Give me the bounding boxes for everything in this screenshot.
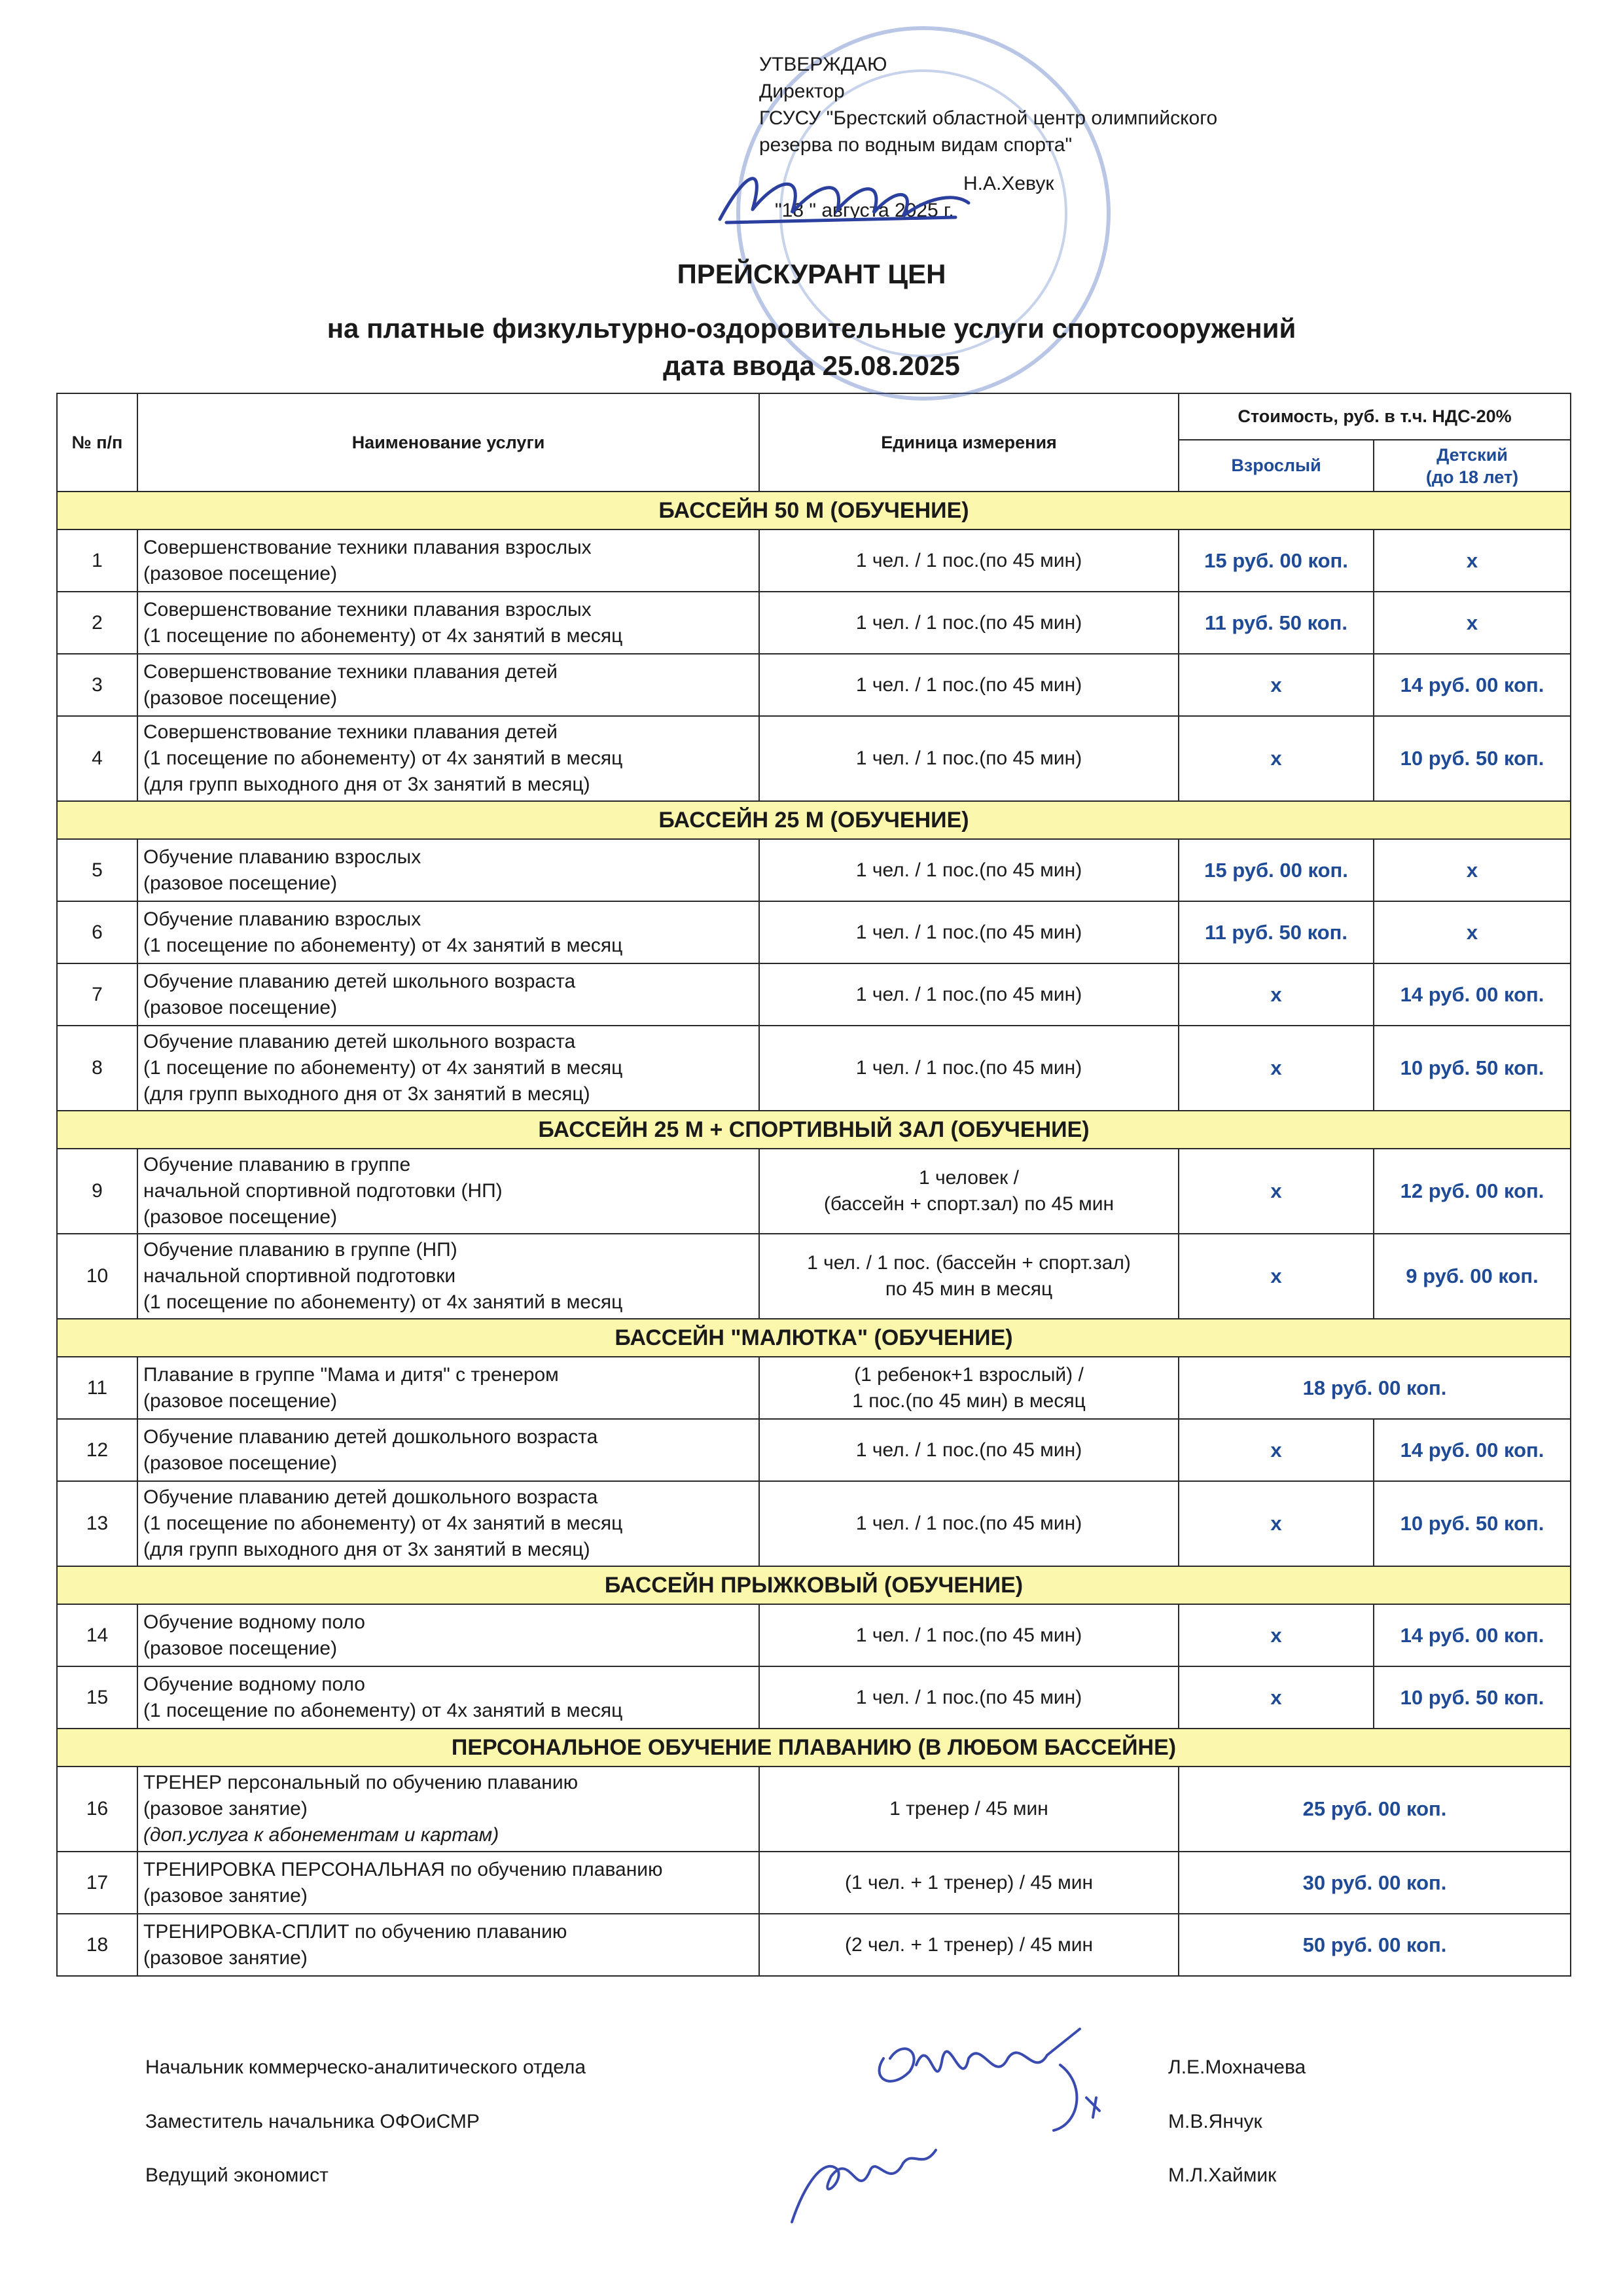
service-name-line: (1 посещение по абонементу) от 4х занятий в месяц: [143, 1699, 623, 1721]
table-row: [57, 1914, 1571, 1976]
unit-line: 1 чел. / 1 пос.(по 45 мин): [855, 1057, 1082, 1079]
table-row: [57, 1026, 1571, 1111]
unit-of-measure: [759, 1481, 1179, 1566]
approval-line: резерва по водным видам спорта": [759, 134, 1073, 156]
price-adult: х: [1179, 1666, 1374, 1729]
price-adult: х: [1179, 716, 1374, 801]
unit-line: 1 человек /: [919, 1167, 1019, 1189]
service-name-line: ТРЕНИРОВКА ПЕРСОНАЛЬНАЯ по обучению плаванию: [143, 1858, 663, 1880]
approval-date: "18 " августа 2025 г.: [775, 200, 954, 221]
price-child: 9 руб. 00 коп.: [1374, 1234, 1571, 1319]
header-name: Наименование услуги: [137, 393, 759, 492]
service-name-line: Обучение плаванию в группе: [143, 1154, 411, 1175]
unit-line: 1 чел. / 1 пос.(по 45 мин): [855, 1439, 1082, 1461]
unit-of-measure: [759, 1357, 1179, 1419]
signature-position: Заместитель начальника ОФОиСМР: [145, 2111, 480, 2132]
unit-of-measure: [759, 529, 1179, 592]
service-name: [137, 1149, 759, 1234]
service-name: [137, 963, 759, 1026]
table-row: [57, 839, 1571, 901]
service-name-line: (разовое посещение): [143, 687, 338, 709]
table-row: [57, 1481, 1571, 1566]
unit-of-measure: [759, 1767, 1179, 1852]
table-row: [57, 1234, 1571, 1319]
table-row: [57, 1149, 1571, 1234]
service-name-line: Обучение плаванию детей дошкольного возраста: [143, 1486, 598, 1508]
table-row: [57, 1666, 1571, 1729]
service-name-line: (разовое посещение): [143, 996, 338, 1018]
table-row: [57, 1419, 1571, 1481]
price-table: [56, 393, 1571, 1977]
service-name-line: (разовое занятие): [143, 1798, 308, 1820]
service-name-line: (для групп выходного дня от 3х занятий в месяц): [143, 1083, 590, 1105]
header-child: [1374, 440, 1571, 492]
service-name-line: (разовое занятие): [143, 1884, 308, 1907]
service-name-line: (разовое посещение): [143, 562, 338, 584]
unit-line: 1 чел. / 1 пос.(по 45 мин): [855, 983, 1082, 1005]
unit-of-measure: [759, 1914, 1179, 1976]
price-merged: 50 руб. 00 коп.: [1179, 1914, 1571, 1976]
row-number: 2: [57, 592, 137, 654]
service-name: [137, 1419, 759, 1481]
service-name-line: (разовое посещение): [143, 872, 338, 894]
service-name: [137, 1604, 759, 1666]
unit-of-measure: [759, 839, 1179, 901]
unit-line: (2 чел. + 1 тренер) / 45 мин: [844, 1933, 1094, 1956]
section-header-row: [57, 1566, 1571, 1604]
service-name: [137, 839, 759, 901]
row-number: 6: [57, 901, 137, 963]
row-number: 16: [57, 1767, 137, 1852]
unit-of-measure: [759, 592, 1179, 654]
unit-line: 1 чел. / 1 пос. (бассейн + спорт.зал): [807, 1252, 1131, 1274]
unit-line: по 45 мин в месяц: [885, 1278, 1053, 1300]
unit-line: 1 чел. / 1 пос.(по 45 мин): [855, 1624, 1082, 1646]
unit-line: 1 чел. / 1 пос.(по 45 мин): [855, 921, 1082, 943]
service-name: [137, 654, 759, 716]
header-num: № п/п: [57, 393, 137, 492]
approval-signer: Н.А.Хевук: [963, 173, 1054, 194]
service-name-line: Обучение плаванию детей дошкольного возраста: [143, 1426, 598, 1448]
approval-line: Директор: [759, 81, 845, 102]
service-name: [137, 592, 759, 654]
table-row: [57, 716, 1571, 801]
unit-of-measure: [759, 1234, 1179, 1319]
service-name: [137, 529, 759, 592]
unit-line: 1 чел. / 1 пос.(по 45 мин): [855, 611, 1082, 634]
service-name-line: (1 посещение по абонементу) от 4х занятий в месяц: [143, 1513, 623, 1534]
row-number: 13: [57, 1481, 137, 1566]
row-number: 17: [57, 1852, 137, 1914]
service-name-line: Обучение плаванию взрослых: [143, 908, 421, 930]
unit-of-measure: [759, 1419, 1179, 1481]
signature-name: М.Л.Хаймик: [1168, 2164, 1277, 2186]
table-row: [57, 901, 1571, 963]
row-number: 18: [57, 1914, 137, 1976]
row-number: 8: [57, 1026, 137, 1111]
unit-line: (бассейн + спорт.зал) по 45 мин: [823, 1193, 1115, 1215]
unit-line: 1 тренер / 45 мин: [889, 1798, 1048, 1820]
document-subtitle: на платные физкультурно-оздоровительные услуги спортсооружений: [327, 313, 1296, 344]
price-adult: х: [1179, 654, 1374, 716]
price-merged: 18 руб. 00 коп.: [1179, 1357, 1571, 1419]
table-row: [57, 592, 1571, 654]
price-child: 10 руб. 50 коп.: [1374, 1026, 1571, 1111]
section-header-row: [57, 1319, 1571, 1357]
unit-line: 1 пос.(по 45 мин) в месяц: [852, 1390, 1086, 1412]
service-name-line: ТРЕНЕР персональный по обучению плаванию: [143, 1772, 579, 1793]
document-title: ПРЕЙСКУРАНТ ЦЕН: [677, 259, 946, 289]
row-number: 10: [57, 1234, 137, 1319]
price-child: х: [1374, 901, 1571, 963]
header-child-label: Детский: [1436, 444, 1508, 465]
service-name-line: (1 посещение по абонементу) от 4х занятий в месяц: [143, 624, 623, 647]
unit-line: 1 чел. / 1 пос.(по 45 мин): [855, 747, 1082, 769]
price-child: 14 руб. 00 коп.: [1374, 654, 1571, 716]
section-title: БАССЕЙН 25 М + СПОРТИВНЫЙ ЗАЛ (ОБУЧЕНИЕ): [57, 1111, 1571, 1149]
service-name: [137, 1852, 759, 1914]
row-number: 5: [57, 839, 137, 901]
section-header-row: [57, 492, 1571, 529]
unit-of-measure: [759, 901, 1179, 963]
row-number: 7: [57, 963, 137, 1026]
service-name: [137, 1914, 759, 1976]
service-name-line: (1 посещение по абонементу) от 4х занятий в месяц: [143, 1057, 623, 1079]
service-name-line: (для групп выходного дня от 3х занятий в месяц): [143, 1539, 590, 1560]
signature-name: Л.Е.Мохначева: [1168, 2056, 1306, 2078]
row-number: 4: [57, 716, 137, 801]
unit-line: 1 чел. / 1 пос.(по 45 мин): [855, 1686, 1082, 1708]
unit-line: (1 чел. + 1 тренер) / 45 мин: [844, 1871, 1094, 1893]
price-child: 14 руб. 00 коп.: [1374, 1604, 1571, 1666]
service-name-line: Совершенствование техники плавания детей: [143, 660, 558, 683]
signature-position: Начальник коммерческо-аналитического отдела: [145, 2056, 586, 2078]
service-name-line: (1 посещение по абонементу) от 4х занятий в месяц: [143, 1291, 623, 1313]
header-adult: Взрослый: [1179, 440, 1374, 492]
row-number: 1: [57, 529, 137, 592]
approval-line: УТВЕРЖДАЮ: [759, 54, 887, 75]
unit-line: 1 чел. / 1 пос.(по 45 мин): [855, 673, 1082, 696]
service-name: [137, 1026, 759, 1111]
service-name-line: Совершенствование техники плавания взрослых: [143, 598, 592, 620]
table-row: [57, 1767, 1571, 1852]
row-number: 14: [57, 1604, 137, 1666]
price-child: 12 руб. 00 коп.: [1374, 1149, 1571, 1234]
row-number: 15: [57, 1666, 137, 1729]
service-name-line: Совершенствование техники плавания детей: [143, 721, 558, 743]
price-adult: х: [1179, 1026, 1374, 1111]
service-name-line: Обучение плаванию в группе (НП): [143, 1239, 457, 1261]
row-number: 3: [57, 654, 137, 716]
row-number: 9: [57, 1149, 137, 1234]
unit-of-measure: [759, 1666, 1179, 1729]
service-name-line: (для групп выходного дня от 3х занятий в месяц): [143, 774, 590, 795]
section-title: БАССЕЙН ПРЫЖКОВЫЙ (ОБУЧЕНИЕ): [57, 1566, 1571, 1604]
price-adult: х: [1179, 963, 1374, 1026]
price-adult: 15 руб. 00 коп.: [1179, 839, 1374, 901]
unit-of-measure: [759, 963, 1179, 1026]
service-name: [137, 716, 759, 801]
price-adult: х: [1179, 1419, 1374, 1481]
unit-of-measure: [759, 1149, 1179, 1234]
unit-of-measure: [759, 1852, 1179, 1914]
service-name-line: ТРЕНИРОВКА-СПЛИТ по обучению плаванию: [143, 1920, 567, 1943]
director-signature: [707, 157, 982, 236]
service-name-line: (доп.услуга к абонементам и картам): [143, 1824, 499, 1846]
service-name: [137, 1234, 759, 1319]
row-number: 12: [57, 1419, 137, 1481]
service-name-line: Обучение плаванию взрослых: [143, 846, 421, 868]
table-row: [57, 654, 1571, 716]
price-table-body: [57, 492, 1571, 1976]
service-name-line: (разовое посещение): [143, 1452, 338, 1474]
service-name-line: (разовое посещение): [143, 1390, 338, 1412]
header-unit: Единица измерения: [759, 393, 1179, 492]
unit-of-measure: [759, 716, 1179, 801]
unit-line: 1 чел. / 1 пос.(по 45 мин): [855, 1513, 1082, 1534]
section-header-row: [57, 1111, 1571, 1149]
header-cost: Стоимость, руб. в т.ч. НДС-20%: [1179, 393, 1571, 440]
row-number: 11: [57, 1357, 137, 1419]
unit-of-measure: [759, 1604, 1179, 1666]
price-adult: 15 руб. 00 коп.: [1179, 529, 1374, 592]
unit-line: 1 чел. / 1 пос.(по 45 мин): [855, 549, 1082, 571]
price-child: 10 руб. 50 коп.: [1374, 716, 1571, 801]
section-title: БАССЕЙН 50 М (ОБУЧЕНИЕ): [57, 492, 1571, 529]
service-name: [137, 901, 759, 963]
service-name-line: начальной спортивной подготовки: [143, 1265, 456, 1287]
price-child: 10 руб. 50 коп.: [1374, 1481, 1571, 1566]
signature-position: Ведущий экономист: [145, 2164, 329, 2186]
unit-of-measure: [759, 654, 1179, 716]
service-name: [137, 1357, 759, 1419]
table-row: [57, 1357, 1571, 1419]
unit-of-measure: [759, 1026, 1179, 1111]
service-name-line: Совершенствование техники плавания взрослых: [143, 536, 592, 558]
section-title: БАССЕЙН "МАЛЮТКА" (ОБУЧЕНИЕ): [57, 1319, 1571, 1357]
unit-line: 1 чел. / 1 пос.(по 45 мин): [855, 859, 1082, 881]
section-title: БАССЕЙН 25 М (ОБУЧЕНИЕ): [57, 801, 1571, 839]
price-adult: х: [1179, 1234, 1374, 1319]
price-child: х: [1374, 592, 1571, 654]
service-name-line: (разовое занятие): [143, 1946, 308, 1969]
service-name-line: (1 посещение по абонементу) от 4х занятий в месяц: [143, 747, 623, 769]
section-header-row: [57, 1729, 1571, 1767]
price-merged: 30 руб. 00 коп.: [1179, 1852, 1571, 1914]
service-name-line: начальной спортивной подготовки (НП): [143, 1180, 503, 1202]
service-name-line: (1 посещение по абонементу) от 4х занятий в месяц: [143, 934, 623, 956]
service-name-line: Обучение плаванию детей школьного возраста: [143, 970, 576, 992]
price-merged: 25 руб. 00 коп.: [1179, 1767, 1571, 1852]
price-adult: х: [1179, 1481, 1374, 1566]
document-effective-date: дата ввода 25.08.2025: [663, 350, 960, 381]
approval-line: ГСУСУ "Брестский областной центр олимпийского: [759, 107, 1218, 129]
header-child-age: (до 18 лет): [1425, 467, 1519, 487]
table-row: [57, 963, 1571, 1026]
price-child: 14 руб. 00 коп.: [1374, 963, 1571, 1026]
unit-line: (1 ребенок+1 взрослый) /: [854, 1363, 1084, 1386]
price-adult: х: [1179, 1149, 1374, 1234]
price-child: 10 руб. 50 коп.: [1374, 1666, 1571, 1729]
service-name-line: Обучение плаванию детей школьного возраста: [143, 1031, 576, 1052]
price-adult: 11 руб. 50 коп.: [1179, 901, 1374, 963]
service-name-line: Обучение водному поло: [143, 1611, 365, 1633]
table-row: [57, 1852, 1571, 1914]
signature-handwritten-2: [779, 2130, 955, 2235]
service-name: [137, 1481, 759, 1566]
service-name-line: (разовое посещение): [143, 1206, 338, 1228]
price-child: х: [1374, 839, 1571, 901]
price-child: х: [1374, 529, 1571, 592]
service-name-line: Обучение водному поло: [143, 1673, 365, 1695]
service-name: [137, 1666, 759, 1729]
signature-name: М.В.Янчук: [1168, 2111, 1262, 2132]
service-name: [137, 1767, 759, 1852]
price-child: 14 руб. 00 коп.: [1374, 1419, 1571, 1481]
price-adult: х: [1179, 1604, 1374, 1666]
table-row: [57, 1604, 1571, 1666]
section-header-row: [57, 801, 1571, 839]
section-title: ПЕРСОНАЛЬНОЕ ОБУЧЕНИЕ ПЛАВАНИЮ (В ЛЮБОМ БАССЕЙНЕ): [57, 1729, 1571, 1767]
table-row: [57, 529, 1571, 592]
service-name-line: (разовое посещение): [143, 1637, 338, 1659]
price-adult: 11 руб. 50 коп.: [1179, 592, 1374, 654]
service-name-line: Плавание в группе "Мама и дитя" с тренером: [143, 1363, 559, 1386]
